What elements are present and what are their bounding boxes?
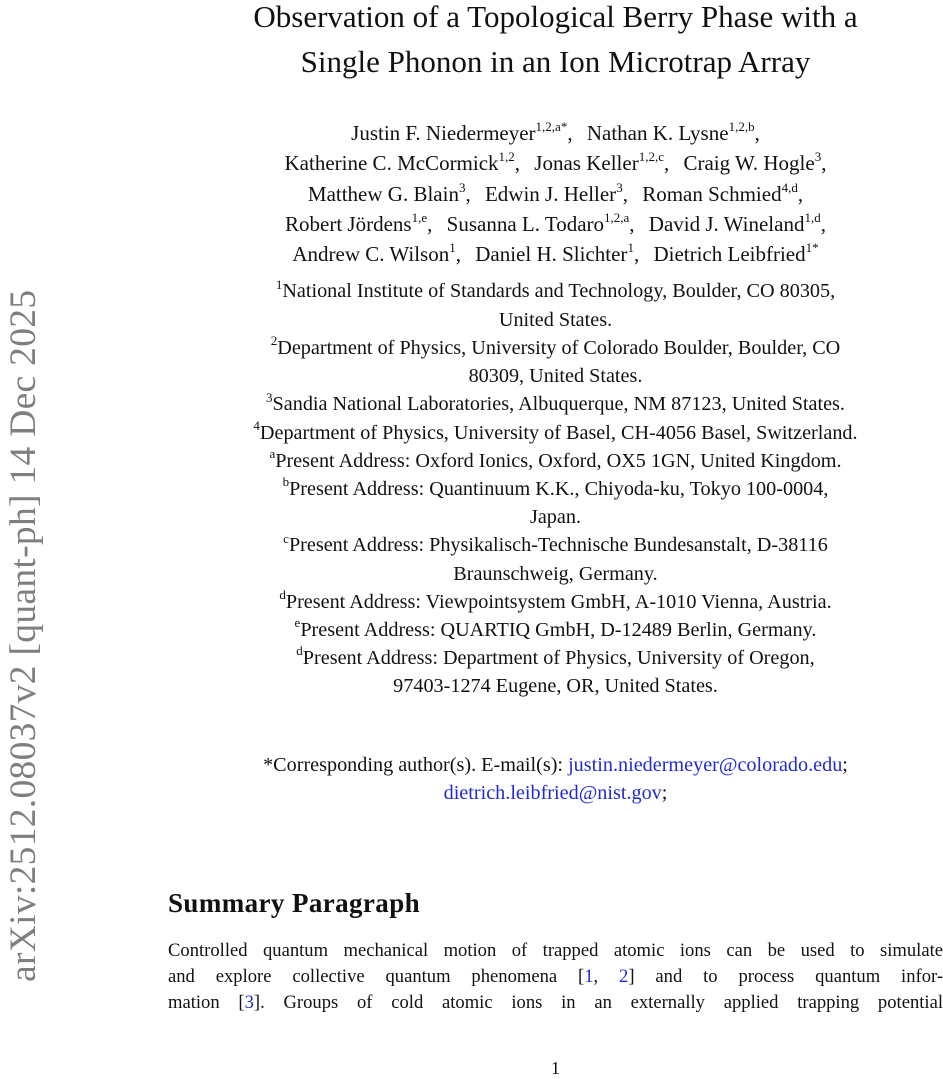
- affiliation: $^4$Department of Physics, University of Basel, CH-4056 Basel, Switzerland.: [253, 417, 858, 444]
- arxiv-identifier-stamp: arXiv:2512.08037v2 [quant-ph] 14 Dec 2025: [3, 289, 44, 982]
- author: Katherine C. McCormick$^{1,2}$: [284, 149, 515, 176]
- author: Nathan K. Lysne$^{1,2,b}$: [586, 119, 755, 145]
- author-line: Justin F. Niedermeyer$^{1,2,a*}$, Nathan K. Lysne$^{1,2,b}$,: [351, 119, 760, 145]
- citation-link-3[interactable]: 3: [244, 992, 254, 1013]
- corresponding-authors: [168, 751, 943, 807]
- paper-title: [168, 0, 943, 84]
- paper-page: [168, 0, 943, 1078]
- email-link-leibfried[interactable]: dietrich.leibfried@nist.gov: [443, 781, 662, 804]
- author-line: Katherine C. McCormick$^{1,2}$, Jonas Keller$^{1,2,c}$, Craig W. Hogle$^3$,: [284, 149, 827, 176]
- affiliation-continued: United States.: [498, 308, 613, 331]
- author-line: Matthew G. Blain$^3$, Edwin J. Heller$^3$, Roman Schmied$^{4,d}$,: [307, 179, 804, 206]
- summary-line: and explore collective quantum phenomena [1, 2] and to process quantum infor-: [168, 966, 943, 987]
- citation-link-1[interactable]: 1: [584, 966, 594, 987]
- author: Edwin J. Heller$^3$: [484, 179, 623, 206]
- summary-line: Controlled quantum mechanical motion of trapped atomic ions can be used to simulate: [168, 940, 943, 961]
- citation-link-2[interactable]: 2: [619, 966, 629, 987]
- corresponding-line-2: dietrich.leibfried@nist.gov;: [443, 781, 668, 804]
- affiliation: $^e$Present Address: QUARTIQ GmbH, D-12489 Berlin, Germany.: [294, 615, 817, 641]
- affiliation-continued: Braunschweig, Germany.: [453, 562, 658, 585]
- author: Jonas Keller$^{1,2,c}$: [534, 149, 664, 176]
- author: Robert Jördens$^{1,e}$: [285, 209, 428, 236]
- summary-paragraph: [168, 938, 943, 1016]
- section-heading-summary: Summary Paragraph: [168, 888, 421, 918]
- author: Dietrich Leibfried$^{1*}$: [653, 240, 819, 267]
- affiliation: $^2$Department of Physics, University of Colorado Boulder, Boulder, CO: [270, 333, 841, 359]
- author: Roman Schmied$^{4,d}$: [642, 179, 798, 206]
- author: Justin F. Niedermeyer$^{1,2,a*}$: [351, 119, 568, 145]
- affiliation-continued: 80309, United States.: [468, 365, 643, 388]
- summary-line: mation [3]. Groups of cold atomic ions in an externally applied trapping potential: [168, 992, 943, 1013]
- affiliation-continued: Japan.: [529, 506, 581, 529]
- affiliation: $^d$Present Address: Viewpointsystem GmbH, A-1010 Vienna, Austria.: [279, 586, 832, 613]
- author: Matthew G. Blain$^3$: [307, 179, 466, 206]
- email-link-niedermeyer[interactable]: justin.niedermeyer@colorado.edu: [568, 753, 843, 776]
- author: David J. Wineland$^{1,d}$: [648, 209, 821, 236]
- affiliation-list: [168, 277, 943, 700]
- author: Craig W. Hogle$^3$: [683, 149, 822, 176]
- title-line-1: Observation of a Topological Berry Phase with a: [253, 0, 858, 34]
- affiliation-continued: 97403-1274 Eugene, OR, United States.: [393, 675, 718, 698]
- affiliation: $^d$Present Address: Department of Physics, University of Oregon,: [296, 643, 815, 670]
- corresponding-line-1: *Corresponding author(s). E-mail(s): justin.niedermeyer@colorado.edu;: [263, 753, 848, 776]
- affiliation: $^b$Present Address: Quantinuum K.K., Chiyoda-ku, Tokyo 100-0004,: [282, 474, 829, 500]
- affiliation: $^3$Sandia National Laboratories, Albuquerque, NM 87123, United States.: [266, 389, 845, 416]
- page-number: 1: [551, 1058, 560, 1078]
- author-line: Andrew C. Wilson$^1$, Daniel H. Slichter$^1$, Dietrich Leibfried$^{1*}$: [292, 240, 819, 267]
- title-line-2: Single Phonon in an Ion Microtrap Array: [300, 44, 811, 79]
- author-line: Robert Jördens$^{1,e}$, Susanna L. Todaro$^{1,2,a}$, David J. Wineland$^{1,d}$,: [285, 209, 826, 236]
- author: Andrew C. Wilson$^1$: [292, 240, 456, 267]
- affiliation: $^1$National Institute of Standards and Technology, Boulder, CO 80305,: [275, 276, 836, 303]
- author: Daniel H. Slichter$^1$: [475, 240, 634, 267]
- affiliation: $^c$Present Address: Physikalisch-Technische Bundesanstalt, D-38116: [283, 530, 828, 557]
- affiliation: $^a$Present Address: Oxford Ionics, Oxford, OX5 1GN, United Kingdom.: [269, 445, 842, 472]
- author-list: [168, 118, 943, 269]
- author: Susanna L. Todaro$^{1,2,a}$: [446, 209, 630, 236]
